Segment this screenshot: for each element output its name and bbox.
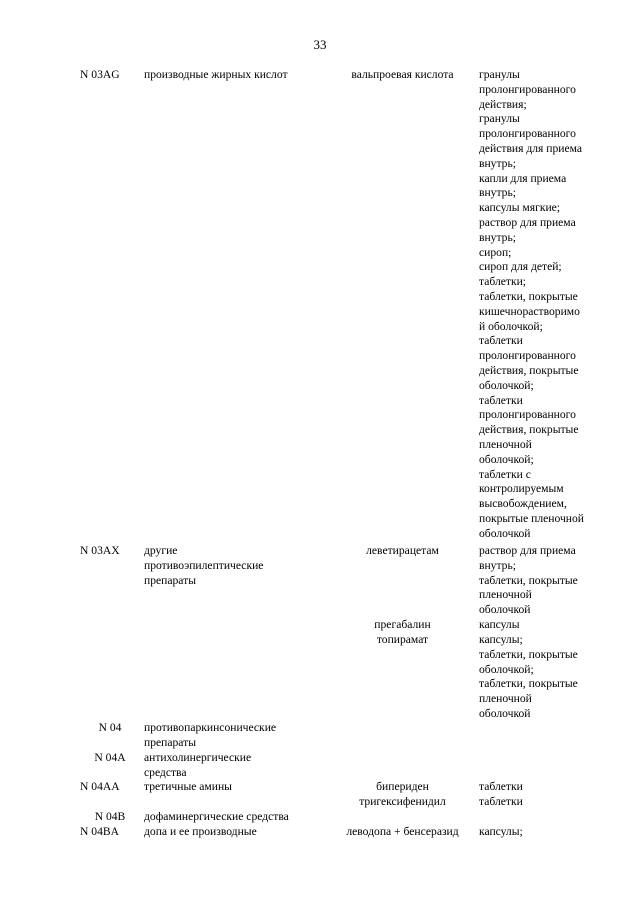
drug-name: бипериден	[376, 780, 429, 793]
page-number: 33	[313, 37, 327, 52]
group-name: антихолинергические средства	[144, 751, 252, 779]
atc-code: N 04B	[94, 810, 126, 823]
drug-name: леводопа + бенсеразид	[346, 825, 459, 838]
group-name: другие противоэпилептические препараты	[144, 544, 264, 587]
group-name: производные жирных кислот	[144, 68, 288, 81]
atc-code: N 04A	[94, 751, 126, 764]
atc-code: N 04BA	[80, 825, 119, 838]
atc-code: N 03AX	[80, 544, 120, 557]
group-name: допа и ее производные	[144, 825, 257, 838]
atc-code: N 03AG	[80, 68, 120, 81]
atc-code: N 04AA	[80, 780, 120, 793]
dosage-forms: капсулы	[479, 618, 520, 631]
dosage-forms: таблетки	[479, 795, 523, 808]
dosage-forms: гранулы пролонгированного действия; гранулы пролонгированного действия для приема внутрь; капли для приема внутрь; капсулы мягкие; раствор для приема внутрь; сироп; сироп для детей; таблетки; таблетки, покрытые кишечнорастворимо й оболочкой; таблетки пролонгированного действия, покрытые оболочкой; таблетки пролонгированного действия, покрытые пленочной оболочкой; таблетки с контролируемым высвобождением, покрытые пленочной оболочкой	[479, 68, 584, 540]
drug-name: топирамат	[376, 633, 429, 646]
dosage-forms: раствор для приема внутрь; таблетки, покрытые пленочной оболочкой	[479, 544, 578, 617]
group-name: противопаркинсонические препараты	[144, 721, 277, 749]
atc-code: N 04	[98, 721, 122, 734]
drug-name: вальпроевая кислота	[351, 68, 454, 81]
dosage-forms: капсулы;	[479, 825, 523, 838]
drug-name: леветирацетам	[366, 544, 439, 557]
drug-name: прегабалин	[374, 618, 431, 631]
dosage-forms: таблетки	[479, 780, 523, 793]
group-name: дофаминергические средства	[144, 810, 289, 823]
dosage-forms: капсулы; таблетки, покрытые оболочкой; таблетки, покрытые пленочной оболочкой	[479, 633, 578, 720]
group-name: третичные амины	[144, 780, 232, 793]
drug-name: тригексифенидил	[359, 795, 446, 808]
